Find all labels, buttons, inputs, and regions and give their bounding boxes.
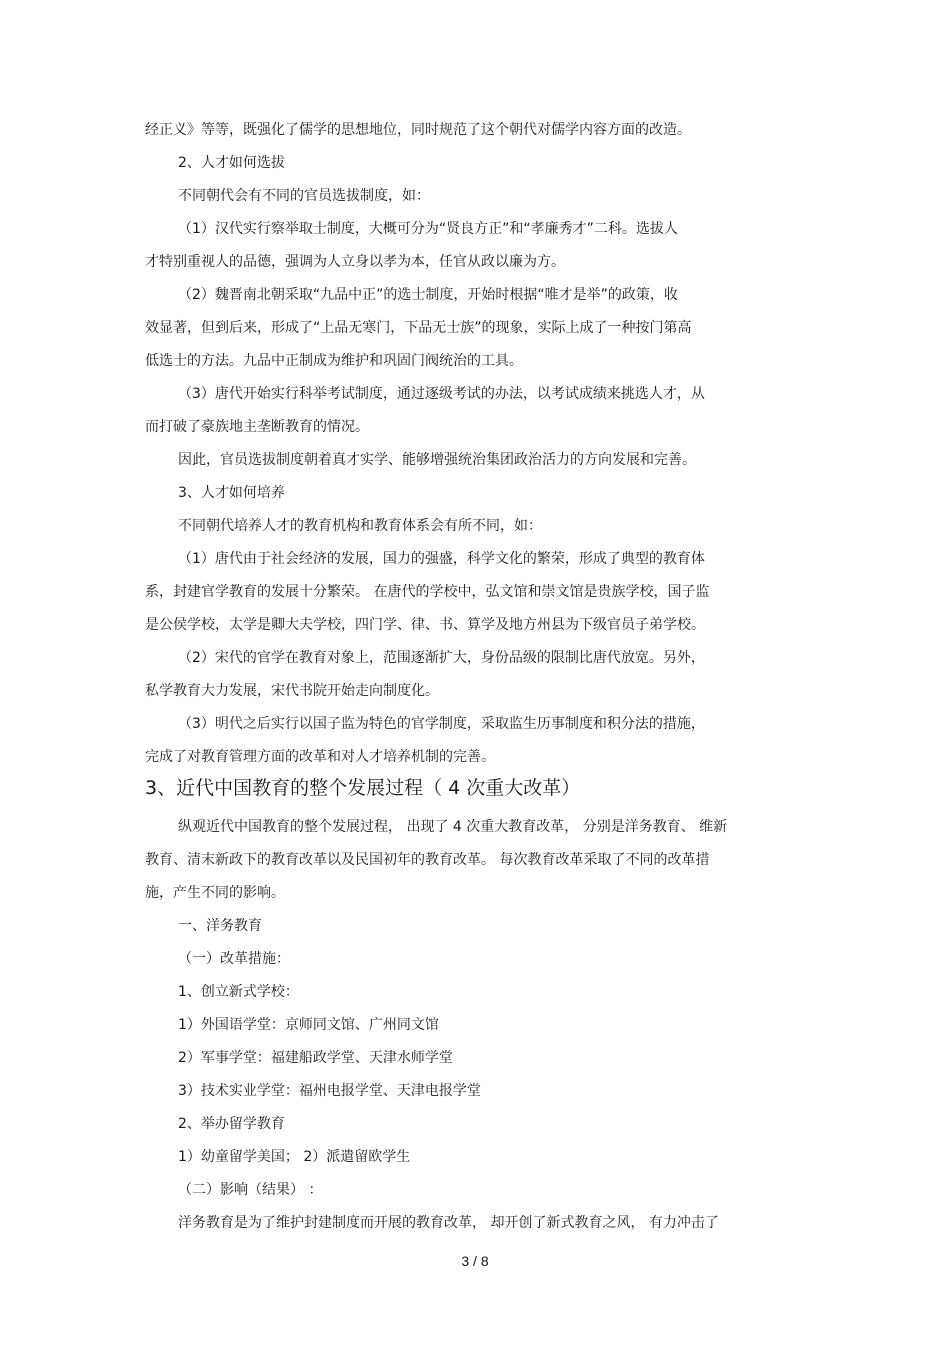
body-line: 才特别重视人的品德，强调为人立身以孝为本，任官从政以廉为方。	[145, 254, 565, 270]
body-line: 是公侯学校，太学是卿大夫学校，四门学、律、书、算学及地方州县为下级官员子弟学校。	[145, 617, 705, 633]
body-line: 不同朝代会有不同的官员选拔制度，如：	[178, 188, 430, 204]
body-line: （一）改革措施：	[178, 951, 290, 967]
body-line: 不同朝代培养人才的教育机构和教育体系会有所不同，如：	[178, 518, 542, 534]
section-heading: 3、近代中国教育的整个发展过程（ 4 次重大改革）	[145, 777, 581, 799]
body-line: 2）军事学堂：福建船政学堂、天津水师学堂	[178, 1050, 453, 1066]
body-line: 纵观近代中国教育的整个发展过程， 出现了 4 次重大教育改革， 分别是洋务教育、 维新	[178, 819, 728, 835]
page-number: 3 / 8	[461, 1253, 489, 1269]
body-line: 洋务教育是为了维护封建制度而开展的教育改革， 却开创了新式教育之风， 有力冲击了	[178, 1215, 719, 1231]
body-line: 1、创立新式学校：	[178, 984, 299, 1000]
body-line: （1）汉代实行察举取士制度，大概可分为“贤良方正”和“孝廉秀才”二科。选拔人	[178, 221, 678, 237]
body-line: 私学教育大力发展，宋代书院开始走向制度化。	[145, 683, 439, 699]
body-line: 2、举办留学教育	[178, 1116, 285, 1132]
body-line: （二）影响（结果） ：	[178, 1182, 323, 1198]
body-line: 教育、清末新政下的教育改革以及民国初年的教育改革。 每次教育改革采取了不同的改革措	[145, 852, 710, 868]
subsection-title: 2、人才如何选拔	[178, 155, 285, 171]
body-line: （2）宋代的官学在教育对象上，范围逐渐扩大，身份品级的限制比唐代放宽。另外，	[178, 650, 705, 666]
body-line: 3）技术实业学堂：福州电报学堂、天津电报学堂	[178, 1083, 481, 1099]
subsection-title: 一、洋务教育	[178, 918, 262, 934]
body-line: 低选士的方法。九品中正制成为维护和巩固门阀统治的工具。	[145, 353, 523, 369]
subsection-title: 3、人才如何培养	[178, 485, 285, 501]
body-line: 1）幼童留学美国； 2）派遣留欧学生	[178, 1149, 411, 1165]
body-line: 而打破了豪族地主垄断教育的情况。	[145, 419, 369, 435]
body-line: 系，封建官学教育的发展十分繁荣。 在唐代的学校中，弘文馆和崇文馆是贵族学校，国子监	[145, 584, 710, 600]
body-line: 效显著，但到后来，形成了“上品无寒门，下品无士族”的现象，实际上成了一种按门第高	[145, 320, 692, 336]
body-line: （3）唐代开始实行科举考试制度，通过逐级考试的办法，以考试成绩来挑选人才，从	[178, 386, 705, 402]
body-line: 经正义》等等，既强化了儒学的思想地位，同时规范了这个朝代对儒学内容方面的改造。	[145, 122, 691, 138]
body-line: 因此，官员选拔制度朝着真才实学、能够增强统治集团政治活力的方向发展和完善。	[178, 452, 696, 468]
body-line: 完成了对教育管理方面的改革和对人才培养机制的完善。	[145, 749, 495, 765]
body-line: （1）唐代由于社会经济的发展，国力的强盛，科学文化的繁荣，形成了典型的教育体	[178, 551, 705, 567]
body-line: 1）外国语学堂：京师同文馆、广州同文馆	[178, 1017, 439, 1033]
body-line: （2）魏晋南北朝采取“九品中正”的选士制度，开始时根据“唯才是举”的政策，收	[178, 287, 678, 303]
body-line: 施，产生不同的影响。	[145, 885, 285, 901]
body-line: （3）明代之后实行以国子监为特色的官学制度，采取监生历事制度和积分法的措施，	[178, 716, 705, 732]
